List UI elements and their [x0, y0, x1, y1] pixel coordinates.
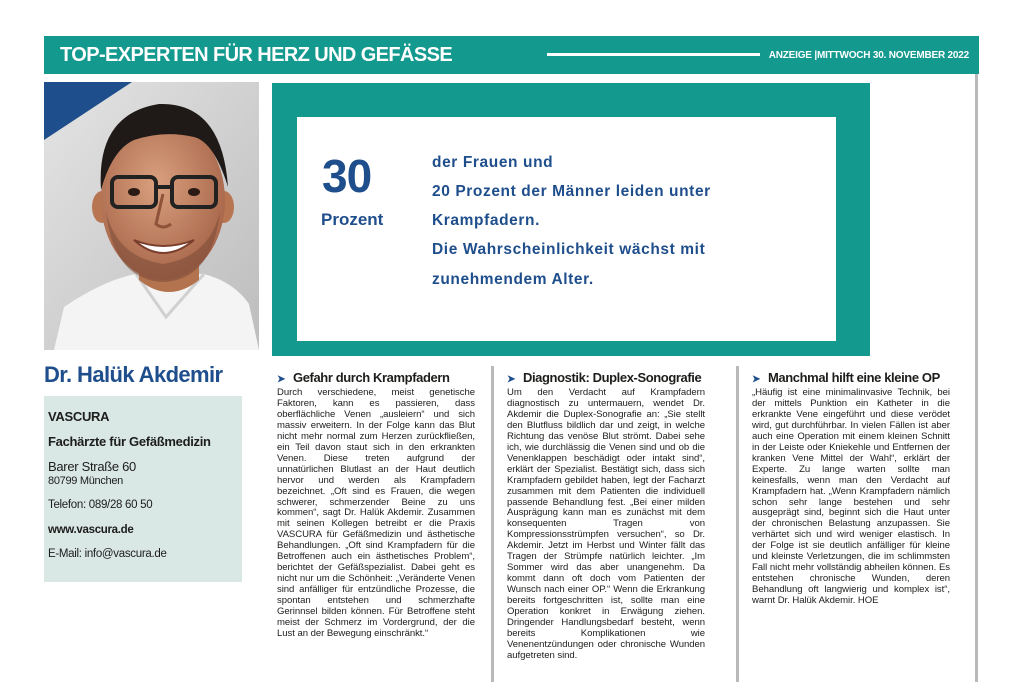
city-address: 80799 München — [48, 475, 123, 487]
column-heading-causes — [277, 370, 450, 385]
phone-number: Telefon: 089/28 60 50 — [48, 499, 153, 511]
arrow-bullet-icon: ➤ — [277, 374, 285, 385]
practice-specialty: Fachärzte für Gefäßmedizin — [48, 434, 211, 449]
email-link[interactable]: E-Mail: info@vascura.de — [48, 548, 167, 560]
column-body-diagnostics: Um den Verdacht auf Krampfadern diagnostisch zu untermauern, wendet Dr. Akdemir die Duplex-Sonografie an: „Sie stellt den Blutfluss bildlich dar und zeigt, in welche Richtung das venöse Blut strömt. Dabei sehe ich, wie durchlässig die Venen sind und ob die Venenklappen beschädigt oder intakt sind“, erklärt der Spezialist. Bestätigt sich, dass sich Krampfadern gebildet haben, legt der Facharzt zusammen mit dem Patienten die individuell passende Behandlung fest. „Bei einer milden Ausprägung kann man es zunächst mit dem konsequenten Tragen von Kompressionsstrümpfen versuchen“, so Dr. Akdemir. Jetzt im Herbst und Winter fällt das Tragen der Strümpfe natürlich leichter. „Im Sommer wird das aber unangenehm. Da kommt dann oft doch vom Patienten der Wunsch nach einer OP.“ Wenn die Erkrankung bereits fortgeschritten ist, sollte man eine Operation konkret in Erwägung ziehen. Dringender Handlungsbedarf besteht, wenn bereits Komplikationen wie Venenentzündungen oder chronische Wunden aufgetreten sind. — [507, 387, 705, 661]
doctor-portrait — [44, 82, 259, 350]
issue-date: ANZEIGE |MITTWOCH 30. NOVEMBER 2022 — [768, 50, 969, 61]
column-divider — [491, 366, 494, 682]
page-edge-rule — [975, 74, 978, 682]
column-body-surgery: „Häufig ist eine minimalinvasive Technik, bei der mittels Punktion ein Katheter in die erkrankte Vene eingeführt und diese verödet wird, gut durchführbar. In vielen Fällen ist aber auch eine Operation mit einem kleinen Schnitt in der Leiste oder Kniekehle und Entfernen der kranken Vene Mittel der Wahl“, erklärt der Experte. Zu lange warten sollte man keinesfalls, wenn man den Verdacht auf Krampfadern hat. „Wenn Krampfadern nämlich schon sehr lange bestehen und sehr ausgeprägt sind, beginnt sich die Haut unter der chronischen Belastung anzupassen. Sie verhärtet sich und wird weniger elastisch. In der Folge ist sie deutlich anfälliger für kleine und kleinste Verletzungen, die im schlimmsten Fall nicht mehr vollständig abheilen können. Es entstehen chronische Wunden, deren Behandlung oft langwierig und komplex ist“, warnt Dr. Halük Akdemir. HOE — [752, 387, 950, 607]
practice-name: VASCURA — [48, 409, 110, 424]
arrow-bullet-icon: ➤ — [507, 374, 515, 385]
column-heading-diagnostics — [507, 370, 701, 385]
website-link[interactable]: www.vascura.de — [48, 524, 134, 536]
heading-text: Diagnostik: Duplex-Sonografie — [522, 370, 702, 385]
stat-text-line: der Frauen und — [432, 154, 554, 171]
stat-unit: Prozent — [321, 210, 384, 229]
column-heading-surgery — [752, 370, 940, 385]
section-title: TOP-EXPERTEN FÜR HERZ UND GEFÄSSE — [60, 44, 453, 66]
column-divider — [736, 366, 739, 682]
heading-text: Manchmal hilft eine kleine OP — [767, 370, 940, 385]
stat-text-line: zunehmendem Alter. — [432, 271, 594, 288]
doctor-name: Dr. Halük Akdemir — [44, 362, 223, 387]
header-bar — [44, 36, 979, 74]
header-divider — [547, 53, 760, 56]
stat-number: 30 — [322, 150, 372, 202]
column-body-causes: Durch verschiedene, meist genetische Faktoren, kann es passieren, dass oberflächliche Venen „ausleiern“ und sich massiv erweitern. In der Folge kann das Blut nicht mehr normal zum Herzen zurückfließen, ein Teil davon staut sich in den erkrankten Venen. Diese treten aufgrund der unnatürlichen Blutlast an der Haut deutlich hervor und werden als Krampfadern bezeichnet. „Oft sind es Frauen, die wegen schwerer, schmerzender Beine zu uns kommen“, sagt Dr. Halük Akdemir. Zusammen mit seinen Kollegen betreibt er die Praxis VASCURA für Gefäßmedizin und ästhetische Behandlungen. „Oft sind Krampfadern für die Betroffenen auch ein ästhetisches Problem“, berichtet der Gefäßspezialist. Dabei geht es nicht nur um die Schönheit: „Veränderte Venen sind anfälliger für entzündliche Prozesse, die spontan entstehen und schmerzhafte Gerinnsel bilden können. Für Betroffene steht meist der Schmerz im Vordergrund, der die Lust an der Bewegung einschränkt.“ — [277, 387, 475, 639]
heading-text: Gefahr durch Krampfadern — [292, 370, 450, 385]
stat-text-line: 20 Prozent der Männer leiden unter — [432, 183, 711, 200]
street-address: Barer Straße 60 — [48, 459, 136, 474]
arrow-bullet-icon: ➤ — [752, 374, 760, 385]
stat-text-line: Krampfadern. — [432, 212, 540, 229]
contact-box — [44, 396, 242, 582]
stat-text-line: Die Wahrscheinlichkeit wächst mit — [432, 241, 706, 258]
